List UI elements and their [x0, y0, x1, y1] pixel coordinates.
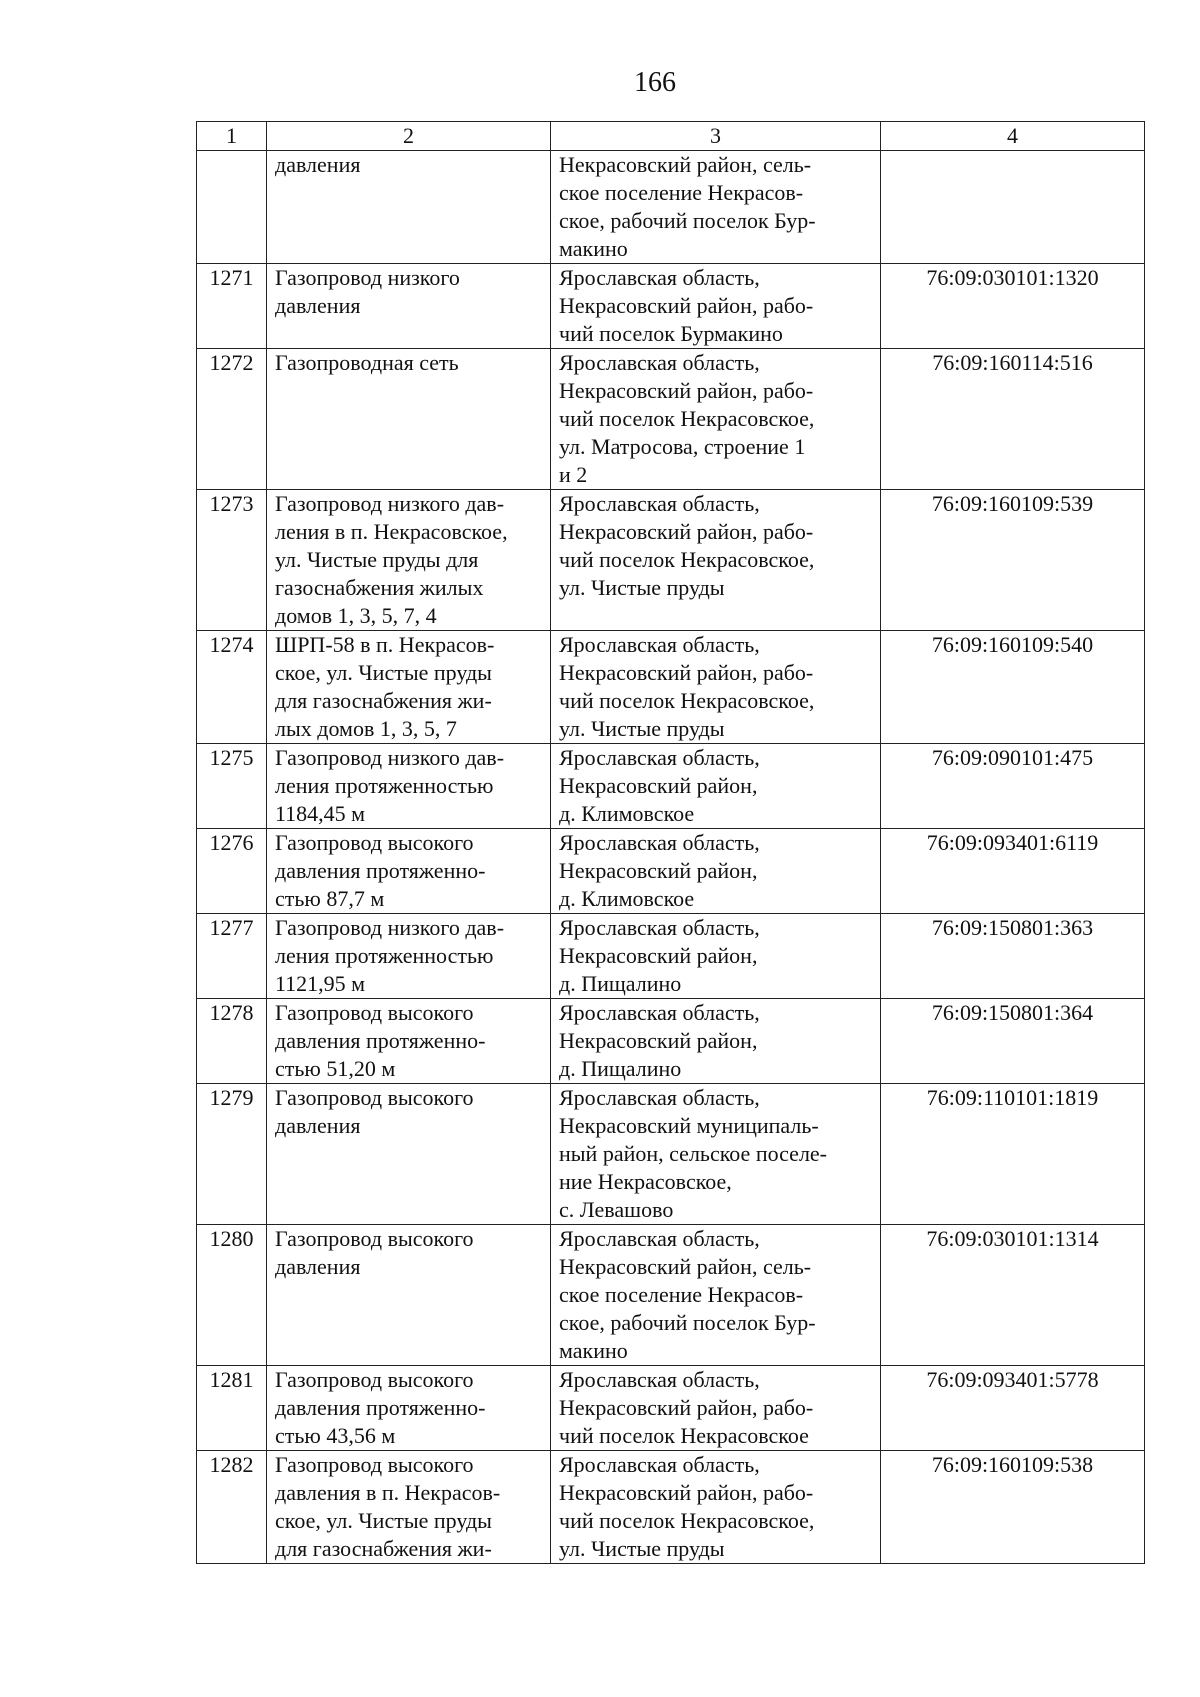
object-address-line: Некрасовский муниципаль-	[559, 1113, 819, 1138]
object-address	[551, 631, 881, 744]
cadastral-number	[881, 151, 1145, 264]
object-address-line: Ярославская область,	[559, 265, 760, 290]
object-address-line: чий поселок Бурмакино	[559, 321, 783, 346]
object-address-line: чий поселок Некрасовское,	[559, 1508, 815, 1533]
object-name-line: Газопровод высокого	[275, 1226, 474, 1251]
column-header: 2	[267, 122, 551, 151]
object-address	[551, 349, 881, 490]
row-number: 1281	[197, 1366, 267, 1451]
object-name-line: давления	[275, 1113, 361, 1138]
cadastral-number: 76:09:030101:1314	[881, 1225, 1145, 1366]
object-name-line: ления протяженностью	[275, 773, 494, 798]
object-address	[551, 151, 881, 264]
object-name	[267, 151, 551, 264]
row-number: 1282	[197, 1451, 267, 1564]
object-name-line: Газопровод высокого	[275, 830, 474, 855]
object-name-line: Газопровод низкого дав-	[275, 491, 505, 516]
table-row	[197, 490, 1145, 631]
object-name-line: для газоснабжения жи-	[275, 1536, 492, 1561]
object-address-line: Некрасовский район, сель-	[559, 1254, 812, 1279]
table-row	[197, 349, 1145, 490]
object-name-line: ул. Чистые пруды для	[275, 547, 479, 572]
object-address-line: Некрасовский район,	[559, 773, 758, 798]
object-name-line: 1184,45 м	[275, 801, 366, 826]
object-address-line: чий поселок Некрасовское	[559, 1423, 809, 1448]
cadastral-number: 76:09:030101:1320	[881, 264, 1145, 349]
object-name	[267, 1366, 551, 1451]
object-address-line: ный район, сельское поселе-	[559, 1141, 828, 1166]
object-address-line: ское, рабочий поселок Бур-	[559, 208, 816, 233]
table-row	[197, 264, 1145, 349]
object-name-line: ления в п. Некрасовское,	[275, 519, 508, 544]
object-address-line: Ярославская область,	[559, 1226, 760, 1251]
object-name	[267, 264, 551, 349]
row-number: 1275	[197, 744, 267, 829]
object-address	[551, 1225, 881, 1366]
object-address-line: ул. Чистые пруды	[559, 716, 725, 741]
cadastral-number: 76:09:160114:516	[881, 349, 1145, 490]
object-address-line: с. Левашово	[559, 1197, 674, 1222]
object-name	[267, 490, 551, 631]
object-name-line: для газоснабжения жи-	[275, 688, 492, 713]
object-address-line: Ярославская область,	[559, 491, 760, 516]
object-address	[551, 1451, 881, 1564]
row-number: 1273	[197, 490, 267, 631]
table-header-row	[197, 122, 1145, 151]
object-name	[267, 914, 551, 999]
object-address-line: ул. Чистые пруды	[559, 575, 725, 600]
object-address-line: Ярославская область,	[559, 1000, 760, 1025]
cadastral-number: 76:09:110101:1819	[881, 1084, 1145, 1225]
object-address-line: Ярославская область,	[559, 915, 760, 940]
object-name-line: давления протяженно-	[275, 1028, 486, 1053]
object-name-line: ШРП-58 в п. Некрасов-	[275, 632, 495, 657]
object-name-line: лых домов 1, 3, 5, 7	[275, 716, 457, 741]
object-address-line: чий поселок Некрасовское,	[559, 547, 815, 572]
table-row	[197, 1451, 1145, 1564]
object-name-line: давления в п. Некрасов-	[275, 1480, 501, 1505]
column-header: 4	[881, 122, 1145, 151]
page-number: 166	[634, 67, 676, 98]
object-address	[551, 829, 881, 914]
object-name-line: давления	[275, 1254, 361, 1279]
object-address-line: д. Климовское	[559, 801, 695, 826]
object-address-line: Некрасовский район, рабо-	[559, 293, 814, 318]
column-header: 1	[197, 122, 267, 151]
object-address-line: Некрасовский район, рабо-	[559, 1395, 814, 1420]
object-address-line: Ярославская область,	[559, 1452, 760, 1477]
object-address-line: ул. Матросова, строение 1	[559, 434, 806, 459]
table-row	[197, 829, 1145, 914]
object-address-line: Ярославская область,	[559, 1367, 760, 1392]
object-name-line: давления протяженно-	[275, 858, 486, 883]
row-number: 1274	[197, 631, 267, 744]
column-header: 3	[551, 122, 881, 151]
object-address	[551, 1366, 881, 1451]
object-address-line: ское поселение Некрасов-	[559, 180, 804, 205]
row-number: 1277	[197, 914, 267, 999]
cadastral-number: 76:09:090101:475	[881, 744, 1145, 829]
object-name-line: давления протяженно-	[275, 1395, 486, 1420]
object-name	[267, 744, 551, 829]
object-address-line: д. Пищалино	[559, 971, 682, 996]
object-address-line: Некрасовский район,	[559, 943, 758, 968]
table-row	[197, 999, 1145, 1084]
object-name-line: Газопровод высокого	[275, 1000, 474, 1025]
object-name	[267, 829, 551, 914]
object-address-line: Некрасовский район, рабо-	[559, 378, 814, 403]
object-address	[551, 999, 881, 1084]
object-name	[267, 1084, 551, 1225]
object-address-line: Некрасовский район,	[559, 858, 758, 883]
row-number: 1272	[197, 349, 267, 490]
object-name-line: Газопровод низкого	[275, 265, 460, 290]
object-address-line: и 2	[559, 462, 588, 487]
object-name	[267, 349, 551, 490]
table-row	[197, 1084, 1145, 1225]
object-address	[551, 490, 881, 631]
row-number: 1276	[197, 829, 267, 914]
object-address-line: Некрасовский район, рабо-	[559, 519, 814, 544]
object-name-line: стью 51,20 м	[275, 1056, 396, 1081]
object-name	[267, 631, 551, 744]
object-address-line: Ярославская область,	[559, 745, 760, 770]
cadastral-number: 76:09:150801:363	[881, 914, 1145, 999]
object-name-line: Газопровод низкого дав-	[275, 745, 505, 770]
object-address-line: Некрасовский район, рабо-	[559, 660, 814, 685]
object-address-line: чий поселок Некрасовское,	[559, 688, 815, 713]
object-address-line: Некрасовский район,	[559, 1028, 758, 1053]
table-row	[197, 914, 1145, 999]
table-row	[197, 151, 1145, 264]
object-address-line: д. Пищалино	[559, 1056, 682, 1081]
object-name-line: давления	[275, 293, 361, 318]
cadastral-number: 76:09:160109:540	[881, 631, 1145, 744]
object-name-line: Газопровод низкого дав-	[275, 915, 505, 940]
object-name-line: Газопровод высокого	[275, 1367, 474, 1392]
object-address	[551, 264, 881, 349]
object-name-line: стью 43,56 м	[275, 1423, 396, 1448]
table-row	[197, 1225, 1145, 1366]
object-name-line: Газопровод высокого	[275, 1085, 474, 1110]
object-name	[267, 999, 551, 1084]
object-name-line: ское, ул. Чистые пруды	[275, 1508, 492, 1533]
table-row	[197, 631, 1145, 744]
object-address-line: Ярославская область,	[559, 632, 760, 657]
object-address-line: Ярославская область,	[559, 830, 760, 855]
row-number: 1279	[197, 1084, 267, 1225]
cadastral-number: 76:09:160109:538	[881, 1451, 1145, 1564]
object-name	[267, 1451, 551, 1564]
object-name-line: 1121,95 м	[275, 971, 366, 996]
cadastral-number: 76:09:160109:539	[881, 490, 1145, 631]
object-address-line: Ярославская область,	[559, 350, 760, 375]
row-number	[197, 151, 267, 264]
object-address-line: макино	[559, 1338, 628, 1363]
table-row	[197, 744, 1145, 829]
row-number: 1280	[197, 1225, 267, 1366]
object-name-line: ское, ул. Чистые пруды	[275, 660, 492, 685]
object-address-line: чий поселок Некрасовское,	[559, 406, 815, 431]
object-address-line: ние Некрасовское,	[559, 1169, 732, 1194]
object-name-line: газоснабжения жилых	[275, 575, 484, 600]
row-number: 1271	[197, 264, 267, 349]
object-name-line: Газопровод высокого	[275, 1452, 474, 1477]
registry-table	[196, 121, 1145, 1564]
cadastral-number: 76:09:150801:364	[881, 999, 1145, 1084]
object-name-line: Газопроводная сеть	[275, 350, 459, 375]
cadastral-number: 76:09:093401:5778	[881, 1366, 1145, 1451]
object-address-line: макино	[559, 236, 628, 261]
object-address-line: ул. Чистые пруды	[559, 1536, 725, 1561]
cadastral-number: 76:09:093401:6119	[881, 829, 1145, 914]
object-address-line: ское, рабочий поселок Бур-	[559, 1310, 816, 1335]
object-address	[551, 914, 881, 999]
object-address	[551, 1084, 881, 1225]
object-address-line: Некрасовский район, сель-	[559, 152, 812, 177]
row-number: 1278	[197, 999, 267, 1084]
object-name-line: стью 87,7 м	[275, 886, 385, 911]
object-name	[267, 1225, 551, 1366]
object-name-line: давления	[275, 152, 361, 177]
object-address	[551, 744, 881, 829]
object-address-line: ское поселение Некрасов-	[559, 1282, 804, 1307]
table-row	[197, 1366, 1145, 1451]
object-address-line: Некрасовский район, рабо-	[559, 1480, 814, 1505]
object-name-line: домов 1, 3, 5, 7, 4	[275, 603, 437, 628]
object-address-line: д. Климовское	[559, 886, 695, 911]
object-address-line: Ярославская область,	[559, 1085, 760, 1110]
object-name-line: ления протяженностью	[275, 943, 494, 968]
